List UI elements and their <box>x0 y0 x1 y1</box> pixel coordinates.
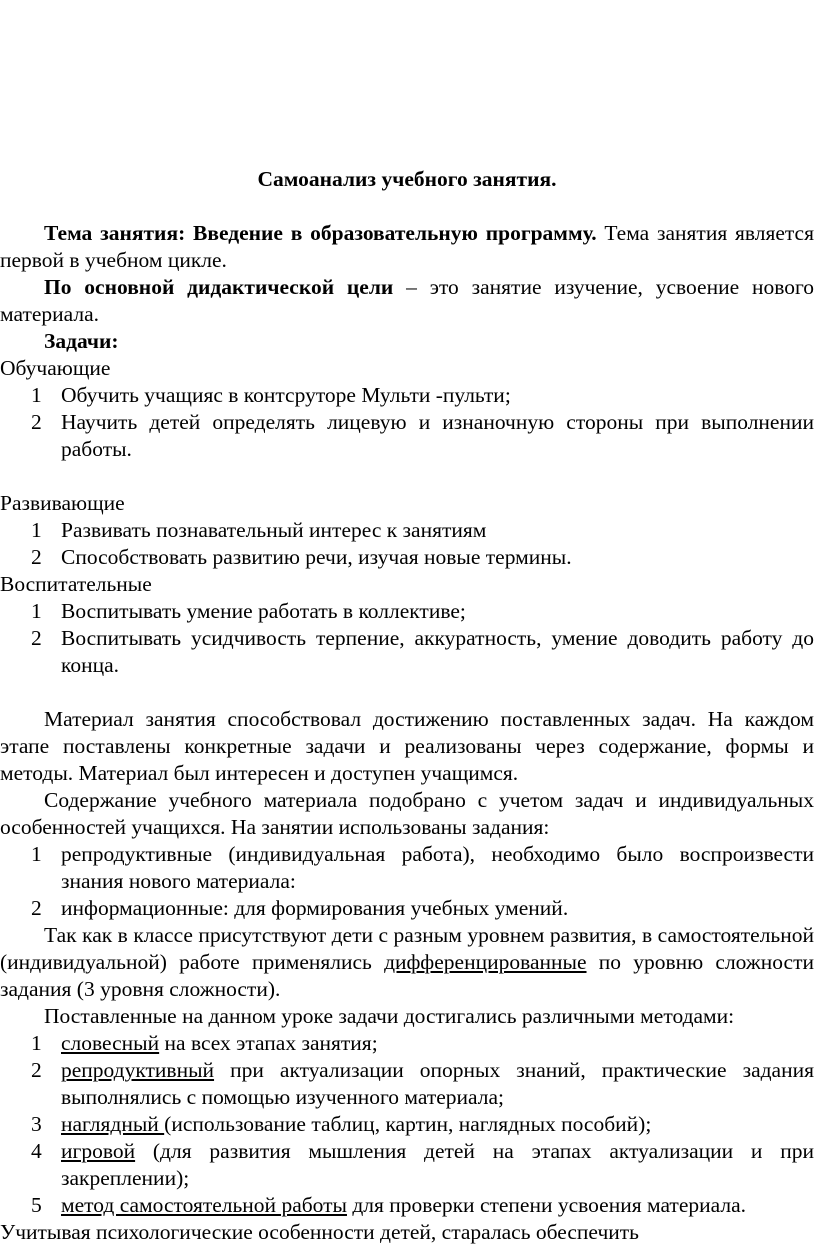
paragraph-differentiation: Так как в классе присутствуют дети с разным уровнем развития, в самостоятельной (индивидуальной) работе применялись дифференцированные по уровню сложности задания (3 уровня сложности). <box>0 923 814 1001</box>
paragraph-material: Материал занятия способствовал достижению поставленных задач. На каждом этапе поставлены конкретные задачи и реализованы через содержание, формы и методы. Материал был интересен и доступен учащимся. <box>0 707 814 785</box>
assignments-list <box>0 841 814 922</box>
goal-paragraph <box>0 274 814 328</box>
list-item: 5 метод самостоятельной работы для проверки степени усвоения материала. <box>31 1193 747 1217</box>
list-item: 1 Воспитывать умение работать в коллективе; <box>31 599 466 623</box>
closing-line: Учитывая психологические особенности детей, старалась обеспечить <box>0 1220 639 1244</box>
list-item: 2 репродуктивный при актуализации опорных знаний, практические задания выполнялись с помощью изученного материала; <box>31 1058 814 1109</box>
list-item: 2 Научить детей определять лицевую и изнаночную стороны при выполнении работы. <box>31 410 814 461</box>
list-item: 1 Развивать познавательный интерес к занятиям <box>31 518 487 542</box>
topic-paragraph <box>0 220 814 274</box>
list-item: 1 репродуктивные (индивидуальная работа), необходимо было воспроизвести знания нового материала: <box>31 842 814 893</box>
group-heading-teaching: Обучающие <box>0 356 111 380</box>
methods-list <box>0 1030 814 1219</box>
teaching-tasks-list <box>0 382 814 463</box>
list-item: 3 наглядный (использование таблиц, картин, наглядных пособий); <box>31 1112 652 1136</box>
paragraph-content: Содержание учебного материала подобрано с учетом задач и индивидуальных особенностей учащихся. На занятии использованы задания: <box>0 788 814 839</box>
list-item: 2 информационные: для формирования учебных умений. <box>31 896 569 920</box>
paragraph-methods-intro: Поставленные на данном уроке задачи достигались различными методами: <box>44 1004 735 1028</box>
tasks-heading: Задачи: <box>44 329 119 353</box>
list-item: 4 игровой (для развития мышления детей на этапах актуализации и при закреплении); <box>31 1139 814 1190</box>
goal-label: По основной дидактической цели <box>44 275 394 299</box>
list-item: 1 Обучить учащияс в контсруторе Мульти -пульти; <box>31 383 511 407</box>
goal-text: – это занятие изучение, усвоение нового материала. <box>0 275 815 326</box>
group-heading-educational: Воспитательные <box>0 572 152 596</box>
list-item: 2 Воспитывать усидчивость терпение, аккуратность, умение доводить работу до конца. <box>31 626 814 677</box>
developing-tasks-list <box>0 517 814 571</box>
educational-tasks-list <box>0 598 814 679</box>
topic-text: Тема занятия является первой в учебном цикле. <box>0 221 814 272</box>
list-item: 2 Способствовать развитию речи, изучая новые термины. <box>31 545 572 569</box>
document-title: Самоанализ учебного занятия. <box>257 167 557 191</box>
topic-label: Тема занятия: Введение в образовательную программу. <box>44 221 597 245</box>
list-item: 1 словесный на всех этапах занятия; <box>31 1031 378 1055</box>
group-heading-developing: Развивающие <box>0 491 125 515</box>
